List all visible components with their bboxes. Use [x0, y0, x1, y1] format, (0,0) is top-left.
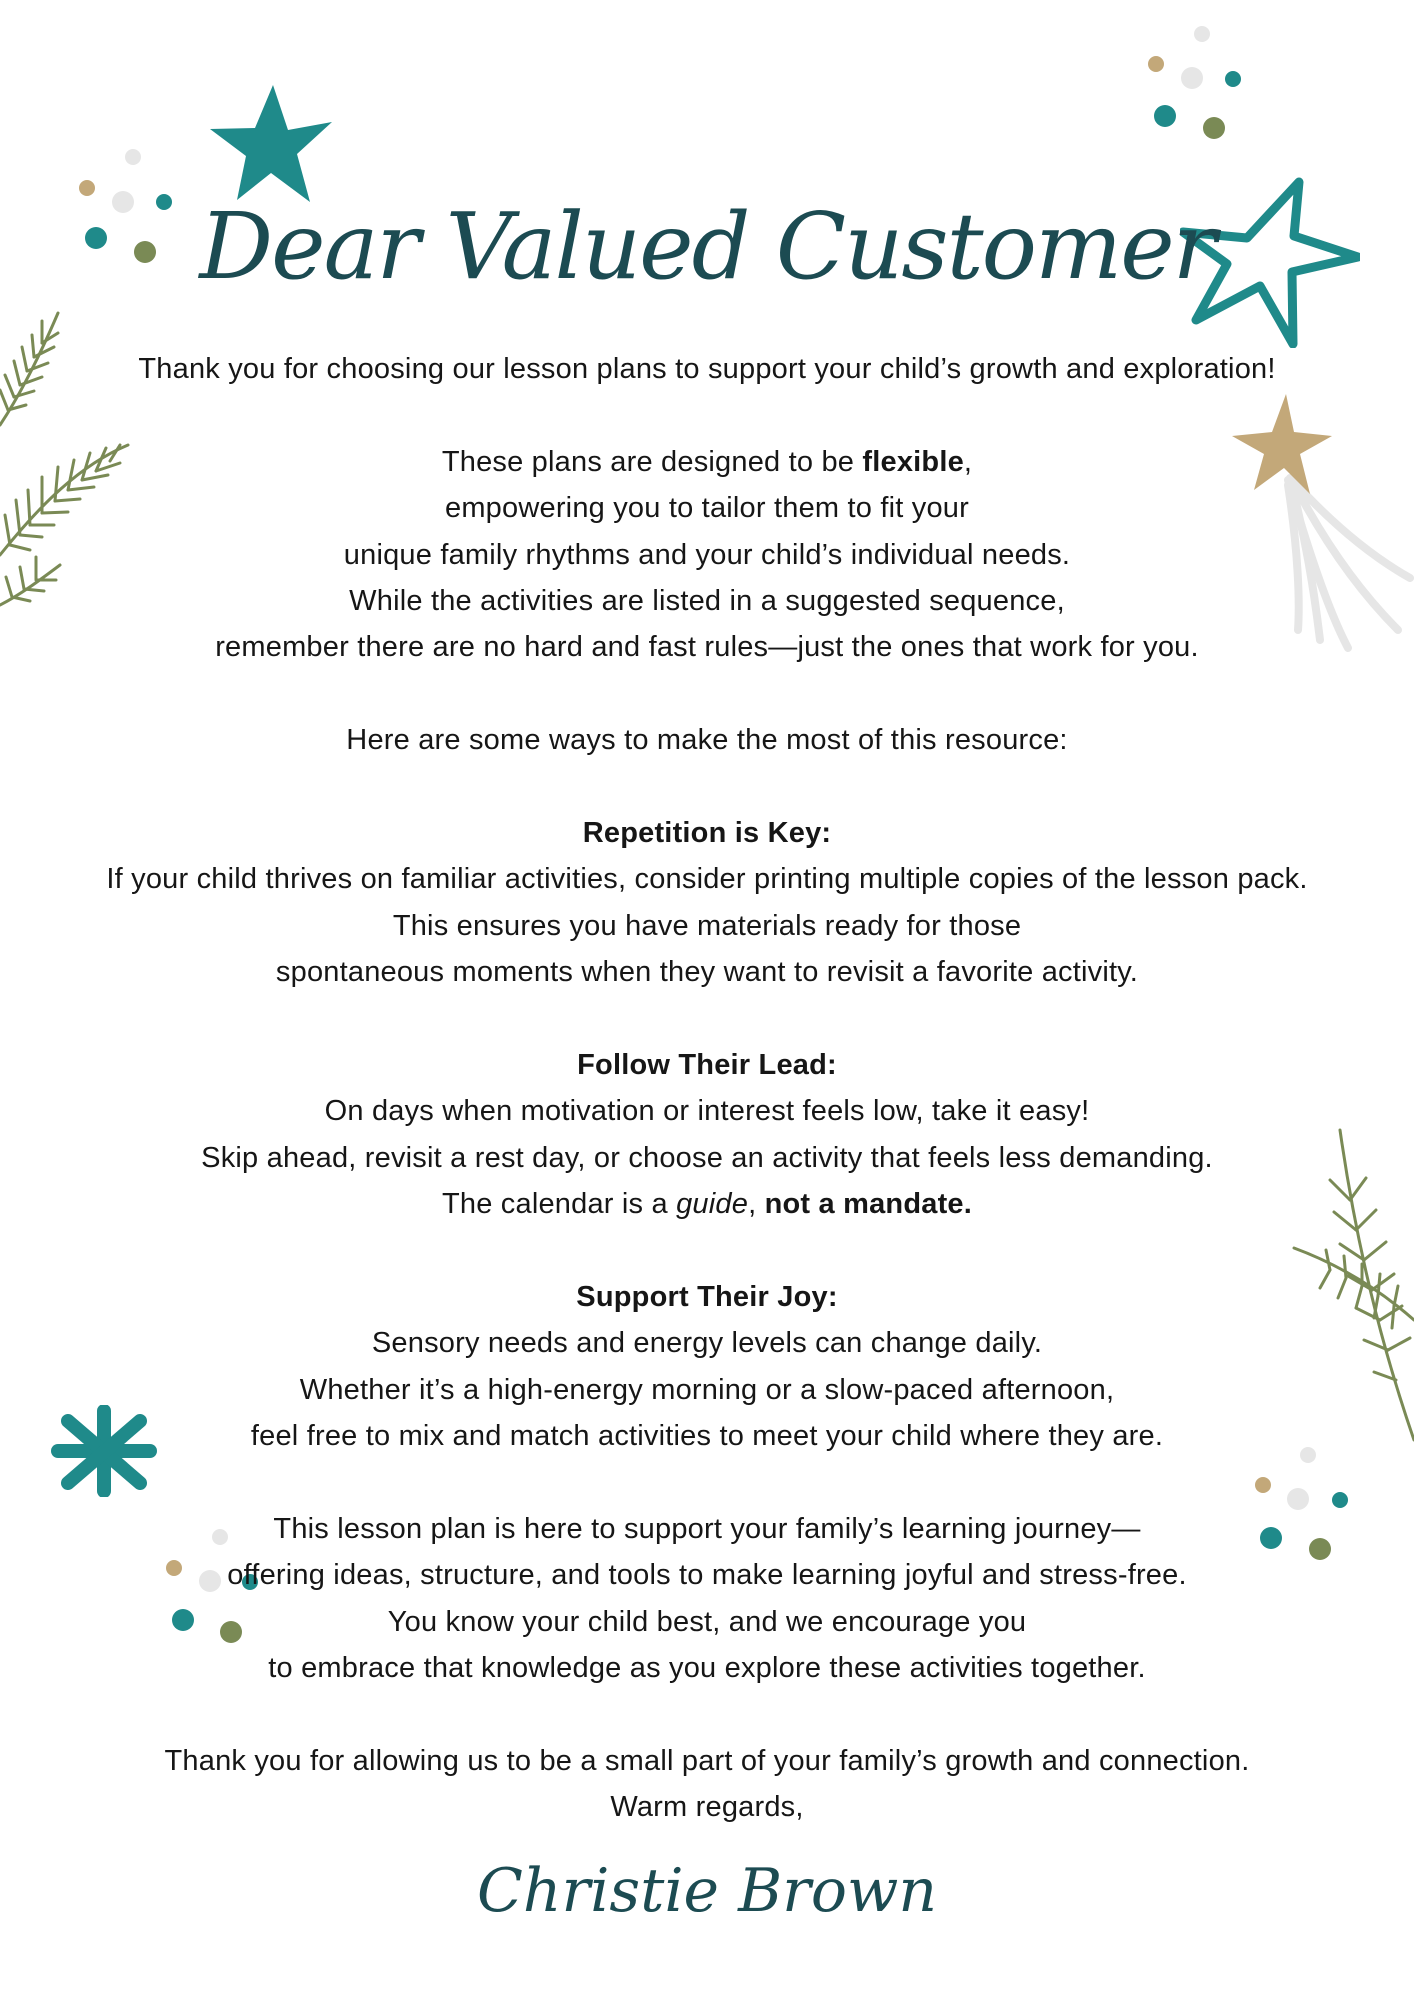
flex-line-1: [60, 439, 1354, 485]
flex-line-5: remember there are no hard and fast rules—just the ones that work for you.: [215, 631, 1199, 664]
confetti-dots-icon: [1140, 18, 1250, 148]
intro-line: Thank you for choosing our lesson plans to support your child’s growth and exploration!: [138, 353, 1276, 385]
section-heading: Repetition is Key:: [582, 816, 832, 849]
section-line: This ensures you have materials ready for those: [392, 909, 1022, 942]
letter-body: [60, 346, 1354, 1831]
ways-intro: Here are some ways to make the most of this resource:: [346, 724, 1068, 757]
flex-text: These plans are designed to be: [441, 445, 863, 478]
section-heading: Follow Their Lead:: [577, 1048, 837, 1081]
section-line: feel free to mix and match activities to meet your child where they are.: [250, 1419, 1164, 1452]
calendar-comma: ,: [748, 1188, 765, 1221]
section-line: [60, 1181, 1354, 1227]
flexible-emphasis: flexible: [862, 445, 964, 478]
closing-line: offering ideas, structure, and tools to make learning joyful and stress-free.: [227, 1559, 1187, 1592]
thanks-line: Thank you for allowing us to be a small part of your family’s growth and connection.: [164, 1744, 1250, 1777]
flex-line-2: empowering you to tailor them to fit your: [445, 492, 969, 525]
flex-line-3: unique family rhythms and your child’s individual needs.: [343, 538, 1071, 571]
closing-line: You know your child best, and we encourage you: [387, 1605, 1027, 1638]
guide-emphasis: guide: [676, 1188, 749, 1221]
flex-comma: ,: [963, 445, 973, 478]
section-line: If your child thrives on familiar activities, consider printing multiple copies of the lesson pack.: [106, 863, 1308, 896]
letter-title: Dear Valued Customer: [199, 193, 1215, 300]
section-line: Sensory needs and energy levels can change daily.: [371, 1327, 1043, 1360]
closing-line: to embrace that knowledge as you explore these activities together.: [268, 1651, 1146, 1684]
section-line: Skip ahead, revisit a rest day, or choose an activity that feels less demanding.: [201, 1141, 1213, 1174]
regards-line: Warm regards,: [610, 1791, 804, 1824]
mandate-emphasis: not a mandate.: [764, 1188, 973, 1221]
section-line: On days when motivation or interest feels low, take it easy!: [324, 1095, 1090, 1128]
section-heading: Support Their Joy:: [576, 1280, 838, 1313]
flex-line-4: While the activities are listed in a suggested sequence,: [349, 584, 1065, 617]
section-line: Whether it’s a high-energy morning or a slow-paced afternoon,: [299, 1373, 1115, 1406]
calendar-text: The calendar is a: [441, 1188, 677, 1221]
signature: Christie Brown: [477, 1856, 937, 1926]
closing-line: This lesson plan is here to support your family’s learning journey—: [273, 1512, 1141, 1545]
section-line: spontaneous moments when they want to revisit a favorite activity.: [275, 956, 1139, 989]
